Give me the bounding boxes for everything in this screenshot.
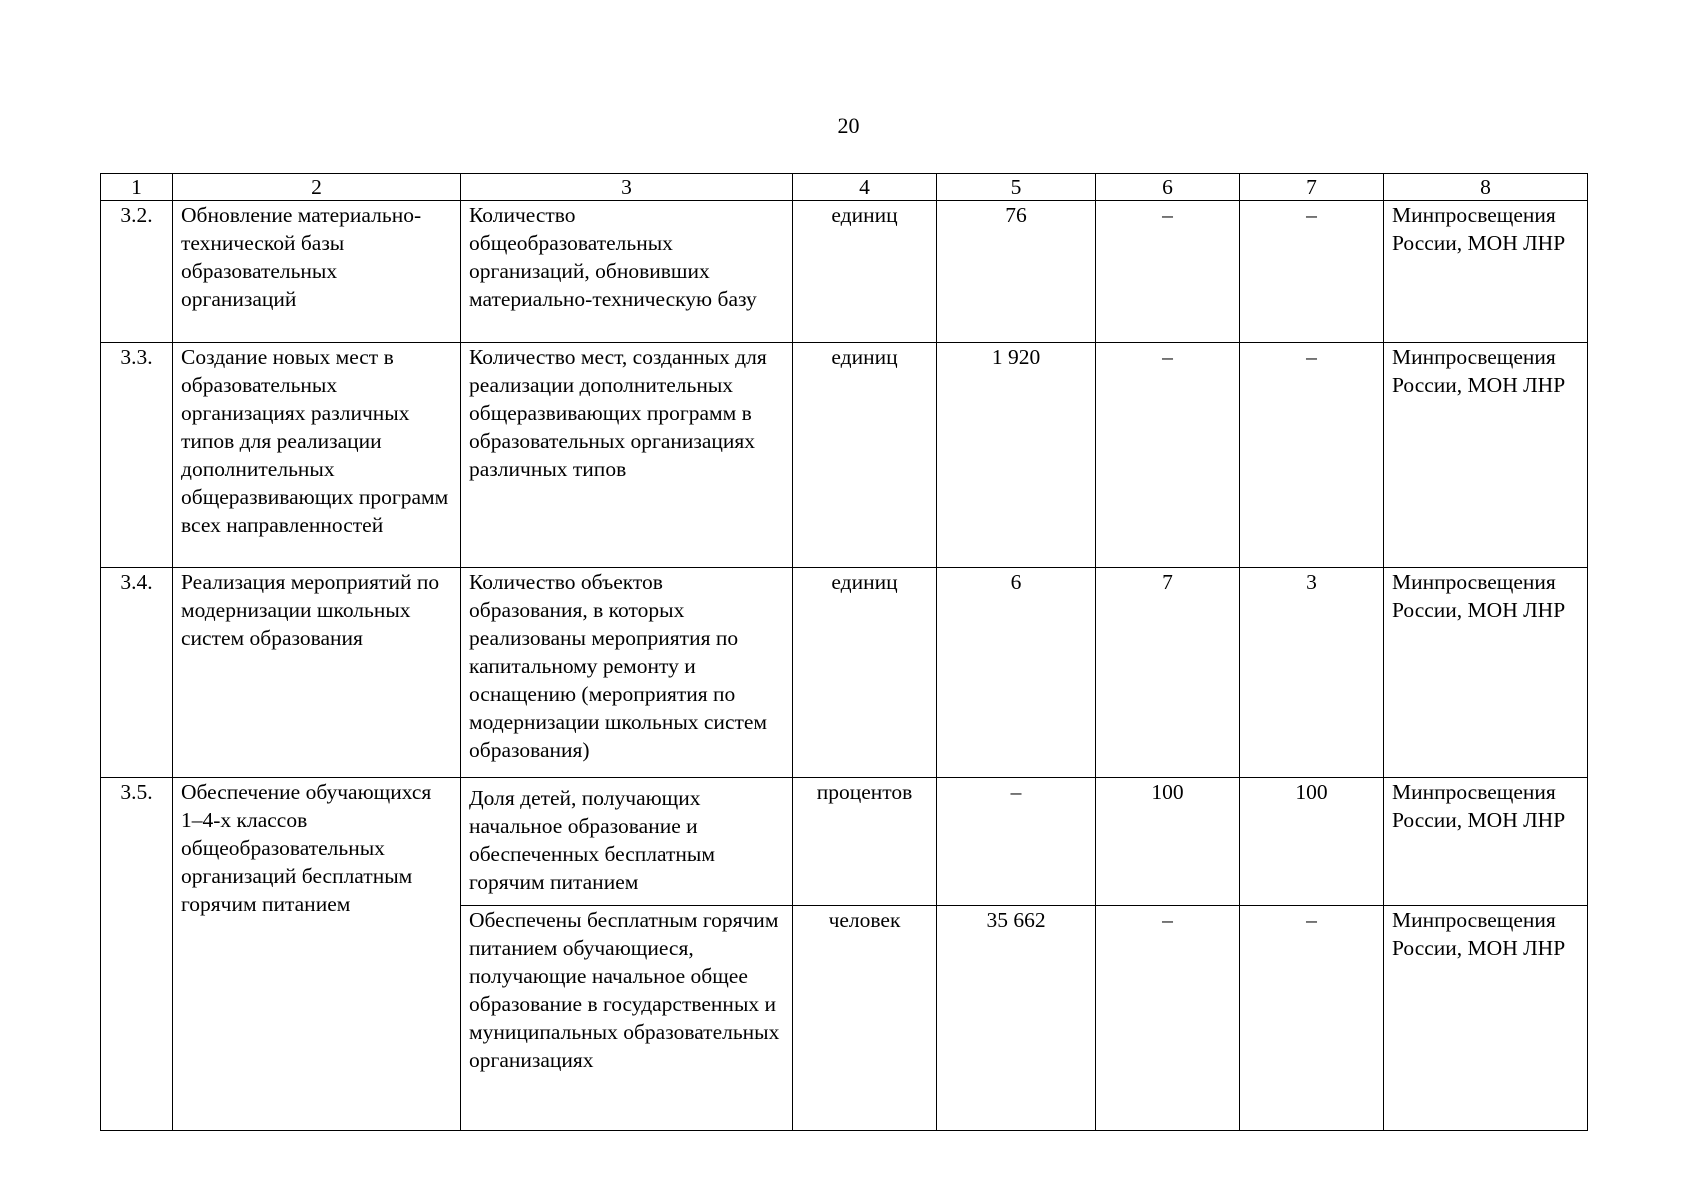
value-6-cell: – bbox=[1096, 201, 1240, 343]
value-5-cell: – bbox=[937, 778, 1096, 906]
unit-cell: человек bbox=[793, 906, 937, 1131]
row-number: 3.3. bbox=[101, 343, 173, 568]
event-cell: Обновление материально-технической базы образовательных организаций bbox=[173, 201, 461, 343]
row-number: 3.4. bbox=[101, 568, 173, 778]
value-5-cell: 6 bbox=[937, 568, 1096, 778]
header-cell: 8 bbox=[1384, 174, 1588, 201]
value-7-cell: – bbox=[1240, 343, 1384, 568]
unit-cell: единиц bbox=[793, 343, 937, 568]
row-number: 3.2. bbox=[101, 201, 173, 343]
value-6-cell: – bbox=[1096, 343, 1240, 568]
responsible-cell: Минпросвещения России, МОН ЛНР bbox=[1384, 568, 1588, 778]
value-7-cell: 3 bbox=[1240, 568, 1384, 778]
header-cell: 1 bbox=[101, 174, 173, 201]
measures-table bbox=[100, 173, 1588, 1131]
value-5-cell: 35 662 bbox=[937, 906, 1096, 1131]
indicator-cell: Количество общеобразовательных организаций, обновивших материально-техническую базу bbox=[461, 201, 793, 343]
value-5-cell: 76 bbox=[937, 201, 1096, 343]
header-cell: 2 bbox=[173, 174, 461, 201]
indicator-cell: Количество мест, созданных для реализации дополнительных общеразвивающих программ в образовательных организациях различных типов bbox=[461, 343, 793, 568]
header-cell: 4 bbox=[793, 174, 937, 201]
page-number: 20 bbox=[837, 113, 860, 138]
header-cell: 5 bbox=[937, 174, 1096, 201]
value-6-cell: 100 bbox=[1096, 778, 1240, 906]
table-row bbox=[101, 778, 1588, 906]
row-number: 3.5. bbox=[101, 778, 173, 1131]
header-row bbox=[101, 174, 1588, 201]
header-cell: 3 bbox=[461, 174, 793, 201]
header-cell: 6 bbox=[1096, 174, 1240, 201]
responsible-cell: Минпросвещения России, МОН ЛНР bbox=[1384, 201, 1588, 343]
responsible-cell: Минпросвещения России, МОН ЛНР bbox=[1384, 343, 1588, 568]
event-cell: Создание новых мест в образовательных организациях различных типов для реализации дополнительных общеразвивающих программ всех направленностей bbox=[173, 343, 461, 568]
value-7-cell: – bbox=[1240, 201, 1384, 343]
unit-cell: единиц bbox=[793, 568, 937, 778]
indicator-cell: Доля детей, получающих начальное образование и обеспеченных бесплатным горячим питанием bbox=[461, 778, 793, 906]
table-row bbox=[101, 343, 1588, 568]
table-row bbox=[101, 568, 1588, 778]
event-cell: Обеспечение обучающихся 1–4-х классов общеобразовательных организаций бесплатным горячим питанием bbox=[173, 778, 461, 1131]
value-7-cell: – bbox=[1240, 906, 1384, 1131]
indicator-cell: Обеспечены бесплатным горячим питанием обучающиеся, получающие начальное общее образование в государственных и муниципальных образовательных организациях bbox=[461, 906, 793, 1131]
value-5-cell: 1 920 bbox=[937, 343, 1096, 568]
unit-cell: процентов bbox=[793, 778, 937, 906]
value-7-cell: 100 bbox=[1240, 778, 1384, 906]
unit-cell: единиц bbox=[793, 201, 937, 343]
table-row bbox=[101, 201, 1588, 343]
indicator-cell: Количество объектов образования, в которых реализованы мероприятия по капитальному ремонту и оснащению (мероприятия по модернизации школьных систем образования) bbox=[461, 568, 793, 778]
event-cell: Реализация мероприятий по модернизации школьных систем образования bbox=[173, 568, 461, 778]
value-6-cell: – bbox=[1096, 906, 1240, 1131]
value-6-cell: 7 bbox=[1096, 568, 1240, 778]
responsible-cell: Минпросвещения России, МОН ЛНР bbox=[1384, 906, 1588, 1131]
responsible-cell: Минпросвещения России, МОН ЛНР bbox=[1384, 778, 1588, 906]
header-cell: 7 bbox=[1240, 174, 1384, 201]
